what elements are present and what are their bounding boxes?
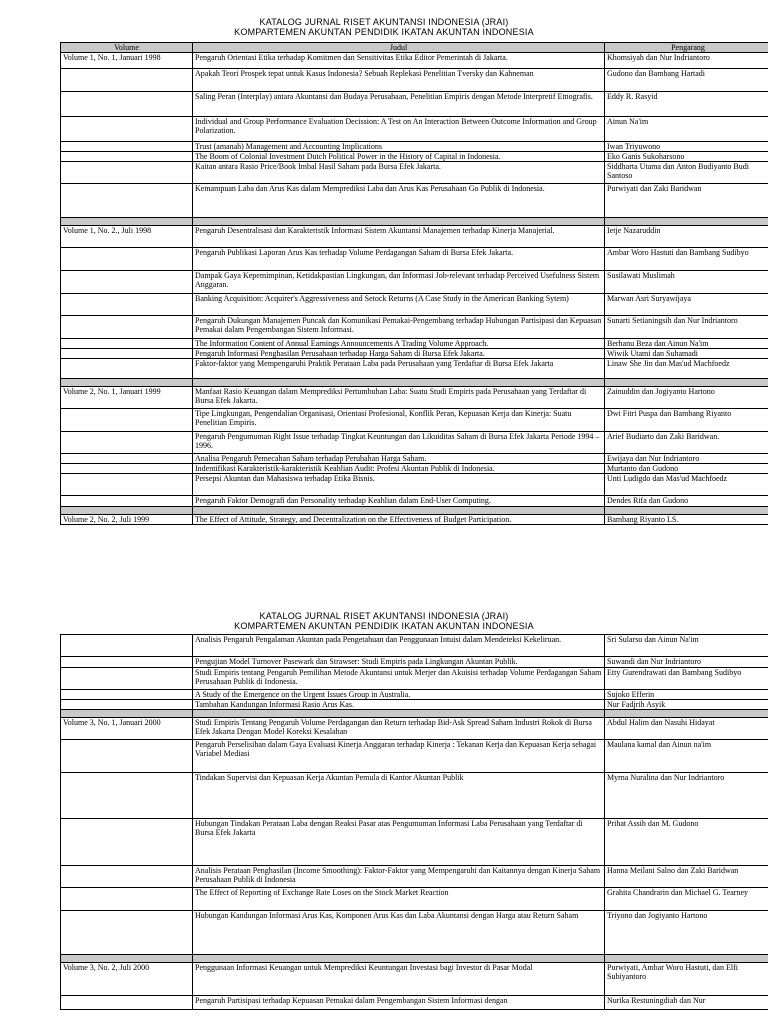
author-cell: Sunarti Setianingsih dan Nur Indriantoro [605, 316, 768, 339]
table-row [61, 496, 768, 507]
table-row [61, 700, 768, 710]
volume-cell [61, 819, 193, 866]
volume-cell [61, 668, 193, 690]
volume-cell: Volume 3, No. 1, Januari 2000 [61, 718, 193, 740]
table-row [61, 359, 768, 379]
separator-cell [605, 379, 768, 387]
title-cell: Kemampuan Laba dan Arus Kas dalam Memprediksi Laba dan Arus Kas Perusahaan Go Publik di Indonesia. [193, 184, 605, 218]
author-cell: Eddy R. Rasyid [605, 92, 768, 117]
catalog-title-page-2: KATALOG JURNAL RISET AKUNTANSI INDONESIA (JRAI) [259, 611, 509, 621]
title-column-header: Judul [193, 43, 605, 53]
separator-cell [193, 218, 605, 226]
table-row [61, 657, 768, 668]
title-cell: The Information Content of Annual Earnings Announcements A Trading Volume Approach. [193, 339, 605, 349]
table-row [61, 162, 768, 184]
catalog-subtitle: KOMPARTEMEN AKUNTAN PENDIDIK IKATAN AKUNTAN INDONESIA [234, 27, 534, 37]
table-row [61, 963, 768, 996]
author-cell: Iwan Triyuwono [605, 142, 768, 152]
table-row [61, 92, 768, 117]
author-cell: Purwiyati, Ambar Woro Hastuti, dan Elfi Subiyantoro [605, 963, 768, 996]
author-cell: Berhanu Beza dan Ainun Na'im [605, 339, 768, 349]
title-cell: Manfaat Rasio Keuangan dalam Memprediksi Pertumbuhan Laba: Suatu Studi Empiris pada Perusahaan yang Terdaftar di Bursa Efek Jakarta. [193, 387, 605, 409]
separator-cell [193, 955, 605, 963]
author-cell: Nur Fadjrih Asyik [605, 700, 768, 710]
table-row [61, 996, 768, 1010]
author-cell: Ietje Nazaruddin [605, 226, 768, 248]
separator-cell [193, 379, 605, 387]
table-row [61, 316, 768, 339]
catalog-table-page-1 [60, 42, 768, 525]
separator-cell [193, 507, 605, 515]
author-cell: Dwi Fitri Puspa dan Bambang Riyanto [605, 409, 768, 432]
table-row [61, 635, 768, 657]
title-cell: Penggunaan Informasi Keuangan untuk Memprediksi Keuntungan Investasi bagi Investor di Pasar Modal [193, 963, 605, 996]
author-cell: Susilawati Muslimah [605, 271, 768, 294]
volume-cell [61, 690, 193, 700]
table-row [61, 432, 768, 454]
volume-cell [61, 464, 193, 474]
table-row [61, 911, 768, 955]
volume-cell [61, 248, 193, 271]
title-cell: Pengaruh Dukungan Manajemen Puncak dan Komunikasi Pemakai-Pengembang terhadap Hubungan Partisipasi dan Kepuasan Pemakai dalam Pengembangan Sistem Informasi. [193, 316, 605, 339]
title-cell: Analisis Perataan Penghasilan (Income Smoothing): Faktor-Faktor yang Mempengaruhi dan Kaitannya dengan Kinerja Saham Perusahaan Publik di Indonesia [193, 866, 605, 888]
table-row [61, 464, 768, 474]
volume-cell: Volume 2, No. 1, Januari 1999 [61, 387, 193, 409]
separator-cell [605, 955, 768, 963]
author-cell: Suwandi dan Nur Indriantoro [605, 657, 768, 668]
table-row [61, 339, 768, 349]
table-row [61, 53, 768, 69]
author-cell: Zainuddin dan Jogiyanto Hartono [605, 387, 768, 409]
volume-cell [61, 454, 193, 464]
separator-cell [61, 507, 193, 515]
table-row [61, 409, 768, 432]
separator-cell [61, 218, 193, 226]
title-cell: Analisis Pengaruh Pengalaman Akuntan pada Pengetahuan dan Penggunaan Intuisi dalam Mendeteksi Kekeliruan. [193, 635, 605, 657]
volume-cell [61, 635, 193, 657]
title-cell: The Effect of Reporting of Exchange Rate Loses on the Stock Market Reaction [193, 888, 605, 911]
title-cell: Kaitan antara Rasio Price/Book Imbal Hasil Saham pada Bursa Efek Jakarta. [193, 162, 605, 184]
table-row [61, 819, 768, 866]
volume-cell [61, 773, 193, 819]
title-cell: Studi Empiris tentang Pengaruh Pemilihan Metode Akuntansi untuk Merjer dan Akuisisi terhadap Volume Perdagangan Saham Perusahaan Publik di Indonesia. [193, 668, 605, 690]
title-cell: Saling Peran (Interplay) antara Akuntansi dan Budaya Perusahaan, Penelitian Empiris dengan Metode Interpretif Etnografis. [193, 92, 605, 117]
title-cell: Pengaruh Pengumuman Right Issue terhadap Tingkat Keuntungan dan Likuiditas Saham di Bursa Efek Jakarta Periode 1994 – 1996. [193, 432, 605, 454]
volume-separator-row [61, 710, 768, 718]
author-cell: Etty Gurendrawati dan Bambang Sudibyo [605, 668, 768, 690]
author-cell: Siddharta Utama dan Anton Budiyanto Budi Santoso [605, 162, 768, 184]
title-cell: Indentifikasi Karakteristik-karakteristik Keahlian Audit: Profesi Akuntan Publik di Indonesia. [193, 464, 605, 474]
separator-cell [61, 379, 193, 387]
table-header-row [61, 43, 768, 53]
author-cell: Linaw She Jin dan Mas'ud Machfoedz [605, 359, 768, 379]
author-cell: Purwiyati dan Zaki Baridwan [605, 184, 768, 218]
volume-cell [61, 359, 193, 379]
title-cell: A Study of the Emergence on the Urgent Issues Group in Australia. [193, 690, 605, 700]
author-cell: Triyono dan Jogiyanto Hartono [605, 911, 768, 955]
separator-cell [61, 955, 193, 963]
table-row [61, 349, 768, 359]
volume-cell [61, 409, 193, 432]
volume-cell [61, 117, 193, 142]
volume-column-header: Volume [61, 43, 193, 53]
title-cell: Tambahan Kandungan Informasi Rasio Arus Kas. [193, 700, 605, 710]
volume-cell [61, 162, 193, 184]
volume-cell [61, 432, 193, 454]
volume-cell: Volume 3, No. 2, Juli 2000 [61, 963, 193, 996]
volume-cell [61, 184, 193, 218]
author-cell: Marwan Asri Suryawijaya [605, 294, 768, 316]
table-row [61, 474, 768, 496]
volume-cell [61, 996, 193, 1010]
title-cell: Individual and Group Performance Evaluation Decission: A Test on An Interaction Between Outcome Information and Group Polarization. [193, 117, 605, 142]
author-column-header: Pengarang [605, 43, 768, 53]
volume-cell [61, 888, 193, 911]
title-cell: Pengaruh Publikasi Laporan Arus Kas terhadap Volume Perdagangan Saham di Bursa Efek Jakarta. [193, 248, 605, 271]
title-cell: Studi Empiris Tentang Pengaruh Volume Perdagangan dan Return terhadap Bid-Ask Spread Saham Industri Rokok di Bursa Efek Jakarta Dengan Model Koreksi Kesalahan [193, 718, 605, 740]
catalog-rows-page-1 [61, 53, 768, 525]
table-row [61, 740, 768, 773]
title-cell: Apakah Teori Prospek tepat untuk Kasus Indonesia? Sebuah Replekasi Penelitian Tversky dan Kahneman [193, 69, 605, 92]
title-cell: Hubungan Tindakan Perataan Laba dengan Reaksi Pasar atas Pengumuman Informasi Laba Perusahaan yang Terdaftar di Bursa Efek Jakarta [193, 819, 605, 866]
author-cell: Hanna Meilani Salno dan Zaki Baridwan [605, 866, 768, 888]
table-row [61, 294, 768, 316]
table-row [61, 69, 768, 92]
title-cell: Hubungan Kandungan Informasi Arus Kas, Komponen Arus Kas dan Laba Akuntansi dengan Harga atau Return Saham [193, 911, 605, 955]
volume-separator-row [61, 379, 768, 387]
title-cell: Pengaruh Informasi Penghasilan Perusahaan terhadap Harga Saham di Bursa Efek Jakarta. [193, 349, 605, 359]
author-cell: Maulana kamal dan Ainun na'im [605, 740, 768, 773]
table-row [61, 387, 768, 409]
title-cell: Pengaruh Orientasi Etika terhadap Komitmen dan Sensitivitas Etika Editor Pemerintah di Jakarta. [193, 53, 605, 69]
author-cell: Myrna Nuralina dan Nur Indriantoro [605, 773, 768, 819]
volume-cell [61, 349, 193, 359]
volume-separator-row [61, 955, 768, 963]
table-row [61, 668, 768, 690]
separator-cell [605, 218, 768, 226]
title-cell: Pengaruh Desentralisasi dan Karakteristik Informasi Sistem Akuntansi Manajemen terhadap Kinerja Manajerial. [193, 226, 605, 248]
catalog-rows-page-2 [61, 635, 768, 1010]
author-cell: Prihat Assih dan M. Gudono [605, 819, 768, 866]
author-cell: Ewijaya dan Nur Indriantoro [605, 454, 768, 464]
table-row [61, 142, 768, 152]
author-cell: Arief Budiarto dan Zaki Baridwan. [605, 432, 768, 454]
separator-cell [605, 507, 768, 515]
table-row [61, 117, 768, 142]
table-row [61, 226, 768, 248]
table-row [61, 184, 768, 218]
author-cell: Grahita Chandrarin dan Michael G. Tearney [605, 888, 768, 911]
volume-cell [61, 740, 193, 773]
title-cell: The Effect of Attitude, Strategy, and Decentralization on the Effectiveness of Budget Participation. [193, 515, 605, 525]
catalog-title: KATALOG JURNAL RISET AKUNTANSI INDONESIA (JRAI) [259, 17, 509, 27]
volume-separator-row [61, 507, 768, 515]
separator-cell [193, 710, 605, 718]
author-cell: Wiwik Utami dan Suhamadi [605, 349, 768, 359]
table-row [61, 718, 768, 740]
volume-cell [61, 700, 193, 710]
table-row [61, 454, 768, 464]
title-cell: The Boom of Colonial Investment Dutch Political Power in the History of Capital in Indonesia. [193, 152, 605, 162]
author-cell: Abdul Halim dan Nasuhi Hidayat [605, 718, 768, 740]
author-cell: Khomsiyah dan Nur Indriantoro [605, 53, 768, 69]
volume-cell: Volume 1, No. 1, Januari 1998 [61, 53, 193, 69]
author-cell: Bambang Riyanto LS. [605, 515, 768, 525]
title-cell: Pengaruh Partisipasi terhadap Kepuasan Pemakai dalam Pengembangan Sistem Informasi dengan [193, 996, 605, 1010]
volume-cell [61, 69, 193, 92]
volume-cell [61, 474, 193, 496]
volume-cell [61, 496, 193, 507]
volume-separator-row [61, 218, 768, 226]
volume-cell [61, 316, 193, 339]
table-row [61, 152, 768, 162]
author-cell: Ambar Woro Hastuti dan Bambang Sudibyo [605, 248, 768, 271]
author-cell: Sujoko Efferin [605, 690, 768, 700]
title-cell: Pengaruh Faktor Demografi dan Personality terhadap Keahlian dalam End-User Computing. [193, 496, 605, 507]
volume-cell [61, 911, 193, 955]
volume-cell: Volume 1, No. 2., Juli 1998 [61, 226, 193, 248]
title-cell: Tipe Lingkungan, Pengendalian Organisasi, Orientasi Profesional, Konflik Peran, Kepuasan Kerja dan Kinerja: Suatu Penelitian Empiris. [193, 409, 605, 432]
catalog-table-page-2 [60, 634, 768, 1010]
separator-cell [605, 710, 768, 718]
table-row [61, 866, 768, 888]
title-cell: Dampak Gaya Kepemimpinan, Ketidakpastian Lingkungan, dan Informasi Job-relevant terhadap Perceived Usefulness Sistem Anggaran. [193, 271, 605, 294]
volume-cell [61, 152, 193, 162]
volume-cell [61, 92, 193, 117]
author-cell: Eko Ganis Sukoharsono [605, 152, 768, 162]
author-cell: Murtanto dan Gudono [605, 464, 768, 474]
table-row [61, 271, 768, 294]
catalog-subtitle-page-2: KOMPARTEMEN AKUNTAN PENDIDIK IKATAN AKUNTAN INDONESIA [234, 621, 534, 631]
separator-cell [61, 710, 193, 718]
table-row [61, 248, 768, 271]
volume-cell [61, 294, 193, 316]
volume-cell [61, 339, 193, 349]
title-cell: Banking Acquisition: Acquirer's Aggressiveness and Setock Returns (A Case Study in the American Banking Sytem) [193, 294, 605, 316]
title-cell: Faktor-faktor yang Mempengaruhi Praktik Perataan Laba pada Perusahaan yang Terdaftar di Bursa Efek Jakarta [193, 359, 605, 379]
title-cell: Tindakan Supervisi dan Kepuasan Kerja Akuntan Pemula di Kantor Akuntan Publik [193, 773, 605, 819]
table-row [61, 773, 768, 819]
volume-cell [61, 866, 193, 888]
volume-cell [61, 271, 193, 294]
author-cell: Unti Ludigdo dan Mas'ud Machfoedz [605, 474, 768, 496]
volume-cell: Volume 2, No. 2, Juli 1999 [61, 515, 193, 525]
title-cell: Analisa Pengaruh Pemecahan Saham terhadap Perubahan Harga Saham. [193, 454, 605, 464]
table-row [61, 515, 768, 525]
author-cell: Dendes Rifa dan Gudono [605, 496, 768, 507]
table-row [61, 888, 768, 911]
volume-cell [61, 657, 193, 668]
title-cell: Pengujian Model Turnover Pasewark dan Strawser: Studi Empiris pada Lingkungan Akuntan Publik. [193, 657, 605, 668]
author-cell: Gudono dan Bambang Hartadi [605, 69, 768, 92]
title-cell: Persepsi Akuntan dan Mahasiswa terhadap Etika Bisnis. [193, 474, 605, 496]
title-cell: Trust (amanah) Management and Accounting Implications [193, 142, 605, 152]
author-cell: Ainun Na'im [605, 117, 768, 142]
author-cell: Nurika Restuningdiah dan Nur [605, 996, 768, 1010]
table-row [61, 690, 768, 700]
title-cell: Pengaruh Perselisihan dalam Gaya Evaluasi Kinerja Anggaran terhadap Kinerja : Tekanan Kerja dan Kepuasan Kerja sebagai Variabel Mediasi [193, 740, 605, 773]
volume-cell [61, 142, 193, 152]
author-cell: Sri Sularso dan Ainun Na'im [605, 635, 768, 657]
